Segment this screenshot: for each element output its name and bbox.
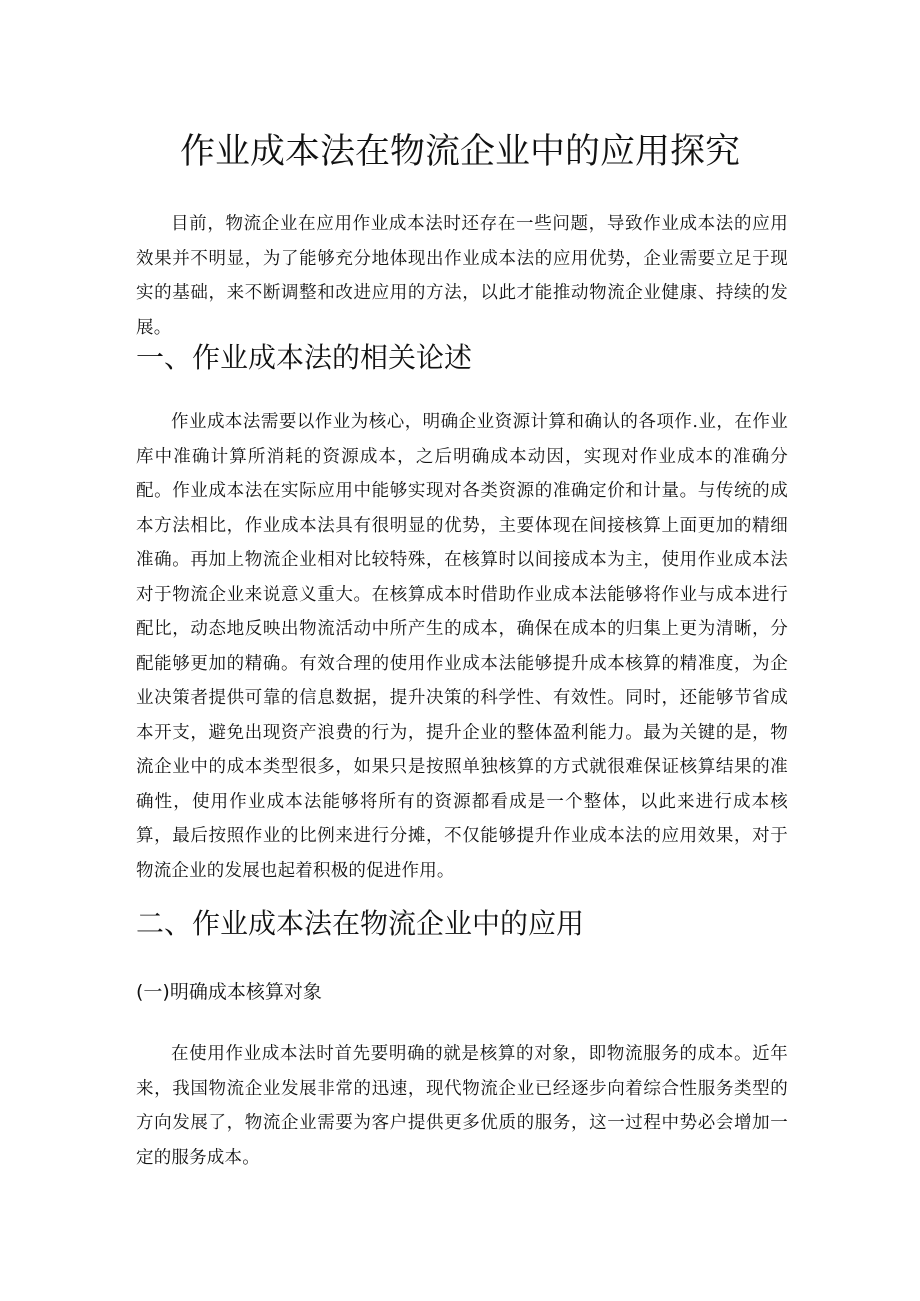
subsection-heading-1: (一)明确成本核算对象 (136, 981, 322, 1003)
section-1-paragraph: 作业成本法需要以作业为核心，明确企业资源计算和确认的各项作.业，在作业库中准确计算所消耗的资源成本，之后明确成本动因，实现对作业成本的准确分配。作业成本法在实际应用中能够实现对各类资源的准确定价和计量。与传统的成本方法相比，作业成本法具有很明显的优势，主要体现在间接核算上面更加的精细准确。再加上物流企业相对比较特殊，在核算时以间接成本为主，使用作业成本法对于物流企业来说意义重大。在核算成本时借助作业成本法能够将作业与成本进行配比，动态地反映出物流活动中所产生的成本，确保在成本的归集上更为清晰，分配能够更加的精确。有效合理的使用作业成本法能够提升成本核算的精准度，为企业决策者提供可靠的信息数据，提升决策的科学性、有效性。同时，还能够节省成本开支，避免出现资产浪费的行为，提升企业的整体盈利能力。最为关键的是，物流企业中的成本类型很多，如果只是按照单独核算的方式就很难保证核算结果的准确性，使用作业成本法能够将所有的资源都看成是一个整体，以此来进行成本核算，最后按照作业的比例来进行分摊，不仅能够提升作业成本法的应用效果，对于物流企业的发展也起着积极的促进作用。 (136, 412, 788, 881)
page-title: 作业成本法在物流企业中的应用探究 (179, 132, 740, 172)
subsection-1-paragraph: 在使用作业成本法时首先要明确的就是核算的对象，即物流服务的成本。近年来，我国物流企业发展非常的迅速，现代物流企业已经逐步向着综合性服务类型的方向发展了，物流企业需要为客户提供更多优质的服务，这一过程中势必会增加一定的服务成本。 (136, 1044, 788, 1168)
intro-paragraph: 目前，物流企业在应用作业成本法时还存在一些问题，导致作业成本法的应用效果并不明显，为了能够充分地体现出作业成本法的应用优势，企业需要立足于现实的基础，来不断调整和改进应用的方法，以此才能推动物流企业健康、持续的发展。 (136, 214, 788, 338)
section-heading-1: 一、作业成本法的相关论述 (136, 341, 473, 374)
section-heading-2: 二、作业成本法在物流企业中的应用 (136, 907, 585, 940)
